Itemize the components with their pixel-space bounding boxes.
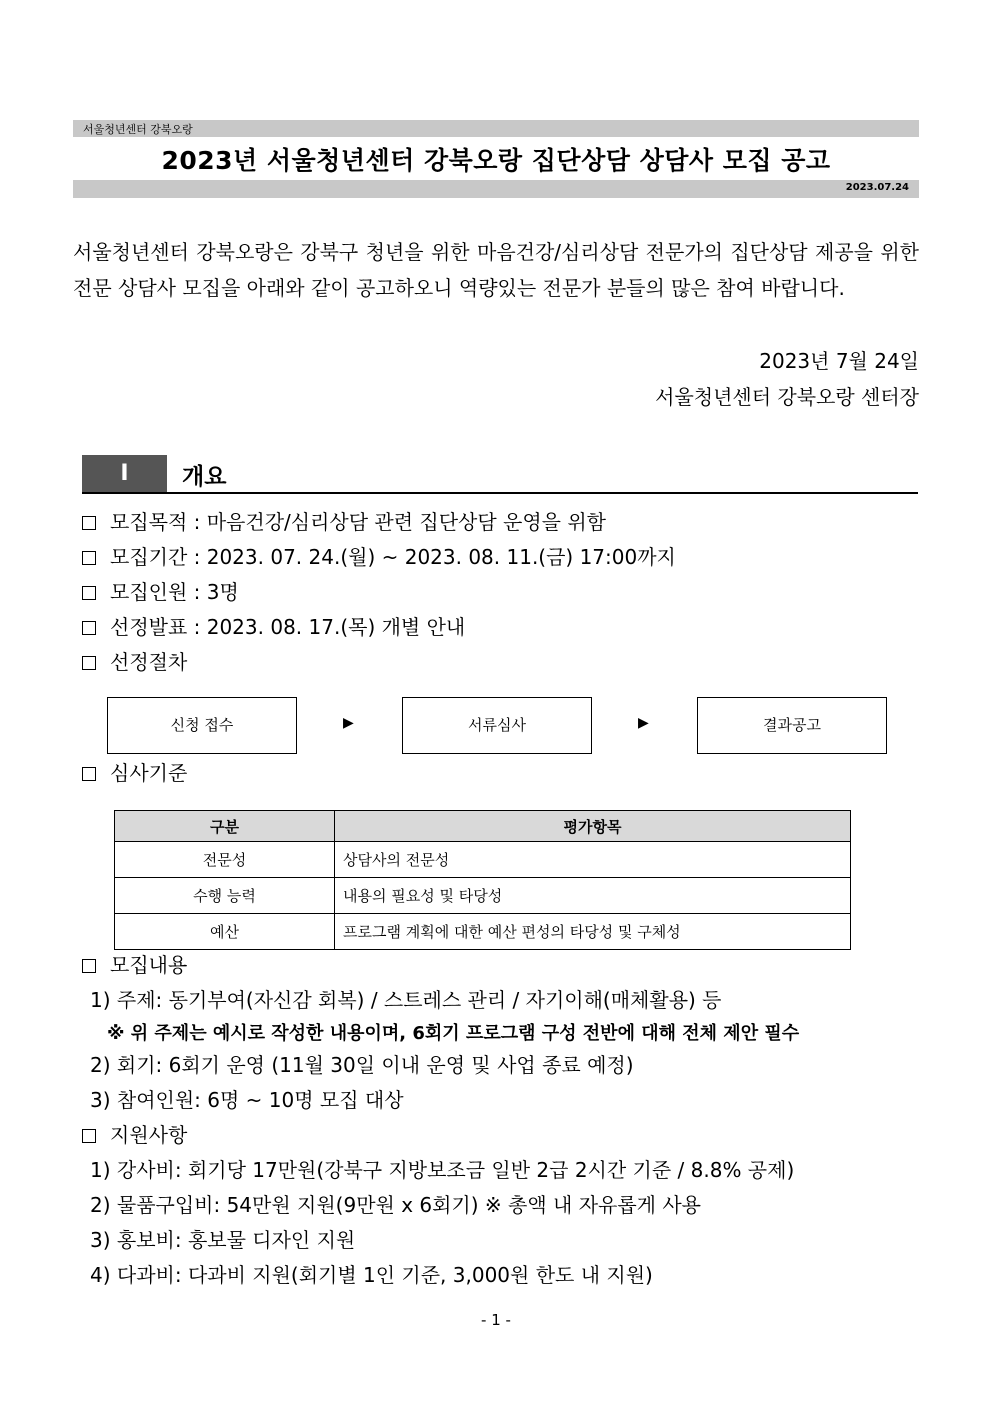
recruit-item-sessions: 2) 회기: 6회기 운영 (11월 30일 이내 운영 및 사업 종료 예정) <box>90 1053 634 1077</box>
header-date: 2023.07.24 <box>845 182 909 193</box>
table-row <box>115 914 851 950</box>
checkbox-icon <box>82 1129 96 1143</box>
support-heading: 지원사항 <box>82 1119 187 1148</box>
header-org: 서울청년센터 강북오랑 <box>83 123 193 136</box>
flow-arrow-icon: ▶ <box>638 715 649 731</box>
checkbox-icon <box>82 621 96 635</box>
criteria-heading: 심사기준 <box>82 757 187 786</box>
recruit-note: ※ 위 주제는 예시로 작성한 내용이며, 6회기 프로그램 구성 전반에 대해 전체 제안 필수 <box>107 1023 800 1044</box>
section-number: I <box>82 455 167 493</box>
intro-paragraph: 서울청년센터 강북오랑은 강북구 청년을 위한 마음건강/심리상담 전문가의 집단상담 제공을 위한 전문 상담사 모집을 아래와 같이 공고하오니 역량있는 전문가 분들의 많은 참여 바랍니다. <box>73 240 919 300</box>
notice-signer: 서울청년센터 강북오랑 센터장 <box>655 385 919 409</box>
table-header-row <box>115 811 851 842</box>
overview-item-purpose: 모집목적 : 마음건강/심리상담 관련 집단상담 운영을 위함 <box>82 506 606 535</box>
support-item-promotion: 3) 홍보비: 홍보물 디자인 지원 <box>90 1228 356 1252</box>
checkbox-icon <box>82 516 96 530</box>
overview-item-procedure: 선정절차 <box>82 646 187 675</box>
header-date-bar <box>73 180 919 198</box>
overview-item-period: 모집기간 : 2023. 07. 24.(월) ~ 2023. 08. 11.(금) 17:00까지 <box>82 541 676 570</box>
criteria-table <box>114 810 851 950</box>
notice-date: 2023년 7월 24일 <box>759 349 919 373</box>
table-cell: 내용의 필요성 및 타당성 <box>335 878 851 914</box>
table-row <box>115 842 851 878</box>
header-org-bar <box>73 120 919 137</box>
section-rule <box>82 492 918 494</box>
flow-step-review: 서류심사 <box>402 697 592 754</box>
overview-item-count: 모집인원 : 3명 <box>82 576 239 605</box>
support-item-refreshments: 4) 다과비: 다과비 지원(회기별 1인 기준, 3,000원 한도 내 지원) <box>90 1263 653 1287</box>
column-header: 평가항목 <box>335 811 851 842</box>
support-item-instructor: 1) 강사비: 회기당 17만원(강북구 지방보조금 일반 2급 2시간 기준 / 8.8% 공제) <box>90 1158 795 1182</box>
checkbox-icon <box>82 767 96 781</box>
page-number: - 1 - <box>481 1311 511 1329</box>
table-cell: 프로그램 계획에 대한 예산 편성의 타당성 및 구체성 <box>335 914 851 950</box>
flow-arrow-icon: ▶ <box>343 715 354 731</box>
checkbox-icon <box>82 656 96 670</box>
table-cell: 예산 <box>115 914 335 950</box>
checkbox-icon <box>82 586 96 600</box>
recruit-item-topic: 1) 주제: 동기부여(자신감 회복) / 스트레스 관리 / 자기이해(매체활용) 등 <box>90 988 722 1012</box>
page-title: 2023년 서울청년센터 강북오랑 집단상담 상담사 모집 공고 <box>161 146 831 175</box>
support-item-supplies: 2) 물품구입비: 54만원 지원(9만원 x 6회기) ※ 총액 내 자유롭게 사용 <box>90 1193 701 1217</box>
overview-item-announce: 선정발표 : 2023. 08. 17.(목) 개별 안내 <box>82 611 465 640</box>
table-cell: 전문성 <box>115 842 335 878</box>
column-header: 구분 <box>115 811 335 842</box>
flow-step-apply: 신청 접수 <box>107 697 297 754</box>
section-title: 개요 <box>182 464 227 490</box>
table-cell: 상담사의 전문성 <box>335 842 851 878</box>
table-cell: 수행 능력 <box>115 878 335 914</box>
recruit-heading: 모집내용 <box>82 949 187 978</box>
checkbox-icon <box>82 551 96 565</box>
recruit-item-participants: 3) 참여인원: 6명 ~ 10명 모집 대상 <box>90 1088 404 1112</box>
flow-step-result: 결과공고 <box>697 697 887 754</box>
table-row <box>115 878 851 914</box>
checkbox-icon <box>82 959 96 973</box>
